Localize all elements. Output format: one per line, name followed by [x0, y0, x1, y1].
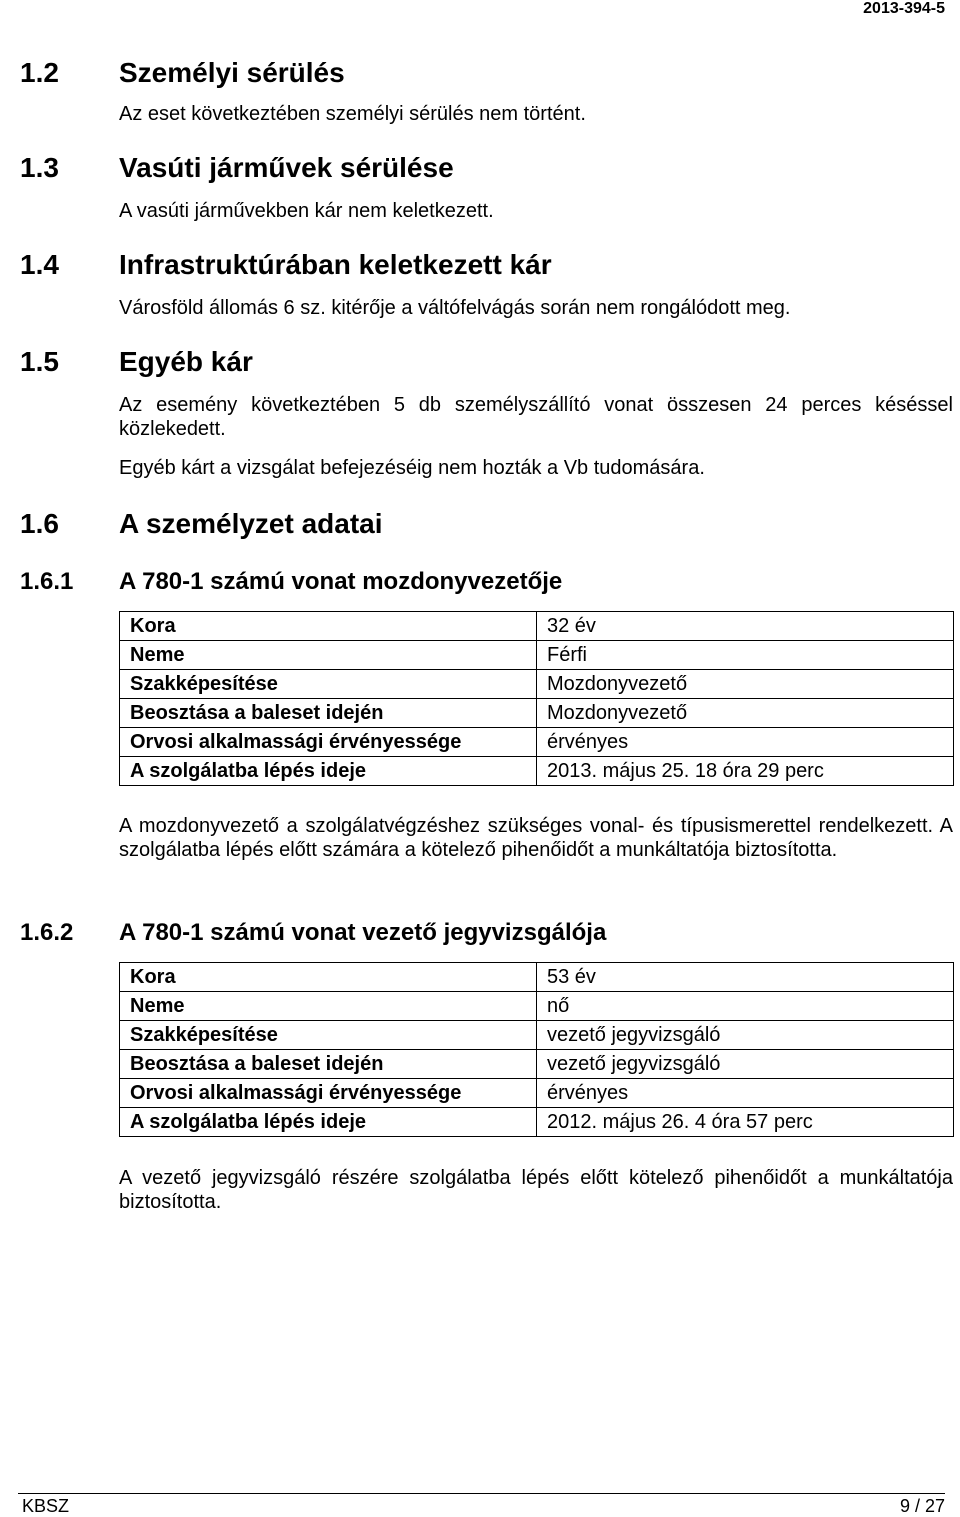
row-label: Orvosi alkalmassági érvényessége: [120, 1079, 537, 1108]
footer-org: KBSZ: [22, 1496, 70, 1516]
section-text-1-5-b: Egyéb kárt a vizsgálat befejezéséig nem hozták a Vb tudomására.: [119, 457, 705, 479]
driver-info-table: [119, 611, 954, 786]
section-text-1-4: Városföld állomás 6 sz. kitérője a váltófelvágás során nem rongálódott meg.: [119, 297, 791, 319]
table-row: [120, 963, 954, 992]
section-number: 1.6: [20, 508, 59, 539]
footer-divider: [18, 1493, 945, 1494]
row-label: A szolgálatba lépés ideje: [120, 1108, 537, 1137]
section-text-1-6-2: A vezető jegyvizsgáló részére szolgálatba lépés előtt kötelező pihenőidőt a munkáltatója biztosította.: [119, 1167, 953, 1213]
row-label: Szakképesítése: [120, 1021, 537, 1050]
table-row: [120, 1021, 954, 1050]
row-value: Férfi: [537, 641, 954, 670]
row-label: Kora: [120, 612, 537, 641]
table-row: [120, 728, 954, 757]
row-value: 2013. május 25. 18 óra 29 perc: [537, 757, 954, 786]
section-number: 1.4: [20, 249, 59, 280]
section-text-1-6-1: A mozdonyvezető a szolgálatvégzéshez szükséges vonal- és típusismerettel rendelkezett. A szolgálatba lépés előtt számára a kötelező pihenőidőt a munkáltatója biztosította.: [119, 815, 953, 861]
section-number: 1.5: [20, 346, 59, 377]
table-row: [120, 1050, 954, 1079]
row-label: A szolgálatba lépés ideje: [120, 757, 537, 786]
row-label: Beosztása a baleset idején: [120, 699, 537, 728]
row-label: Neme: [120, 992, 537, 1021]
section-title: A személyzet adatai: [119, 508, 383, 539]
table-row: [120, 992, 954, 1021]
row-label: Beosztása a baleset idején: [120, 1050, 537, 1079]
row-label: Kora: [120, 963, 537, 992]
section-title: Infrastruktúrában keletkezett kár: [119, 249, 552, 280]
row-value: 53 év: [537, 963, 954, 992]
section-number: 1.2: [20, 57, 59, 88]
row-value: Mozdonyvezető: [537, 699, 954, 728]
section-title: Személyi sérülés: [119, 57, 345, 88]
section-text-1-2: Az eset következtében személyi sérülés nem történt.: [119, 103, 586, 125]
row-value: érvényes: [537, 728, 954, 757]
page-number: 9 / 27: [899, 1496, 945, 1516]
table-row: [120, 757, 954, 786]
row-value: érvényes: [537, 1079, 954, 1108]
table-row: [120, 1079, 954, 1108]
row-value: 32 év: [537, 612, 954, 641]
conductor-info-table: [119, 962, 954, 1137]
row-value: nő: [537, 992, 954, 1021]
document-id: 2013-394-5: [863, 0, 945, 17]
section-text-1-5-a: Az esemény következtében 5 db személyszállító vonat összesen 24 perces késéssel közlekedett.: [119, 394, 953, 440]
section-title: Egyéb kár: [119, 346, 253, 377]
row-value: Mozdonyvezető: [537, 670, 954, 699]
subsection-title: A 780-1 számú vonat vezető jegyvizsgálója: [119, 919, 607, 946]
subsection-title: A 780-1 számú vonat mozdonyvezetője: [119, 568, 563, 595]
row-label: Szakképesítése: [120, 670, 537, 699]
row-label: Orvosi alkalmassági érvényessége: [120, 728, 537, 757]
section-number: 1.3: [20, 152, 59, 183]
section-title: Vasúti járművek sérülése: [119, 152, 454, 183]
table-row: [120, 612, 954, 641]
table-row: [120, 699, 954, 728]
row-label: Neme: [120, 641, 537, 670]
row-value: 2012. május 26. 4 óra 57 perc: [537, 1108, 954, 1137]
row-value: vezető jegyvizsgáló: [537, 1021, 954, 1050]
table-row: [120, 670, 954, 699]
table-row: [120, 1108, 954, 1137]
subsection-number: 1.6.2: [20, 919, 74, 946]
row-value: vezető jegyvizsgáló: [537, 1050, 954, 1079]
section-text-1-3: A vasúti járművekben kár nem keletkezett.: [119, 200, 494, 222]
table-row: [120, 641, 954, 670]
subsection-number: 1.6.1: [20, 568, 74, 595]
